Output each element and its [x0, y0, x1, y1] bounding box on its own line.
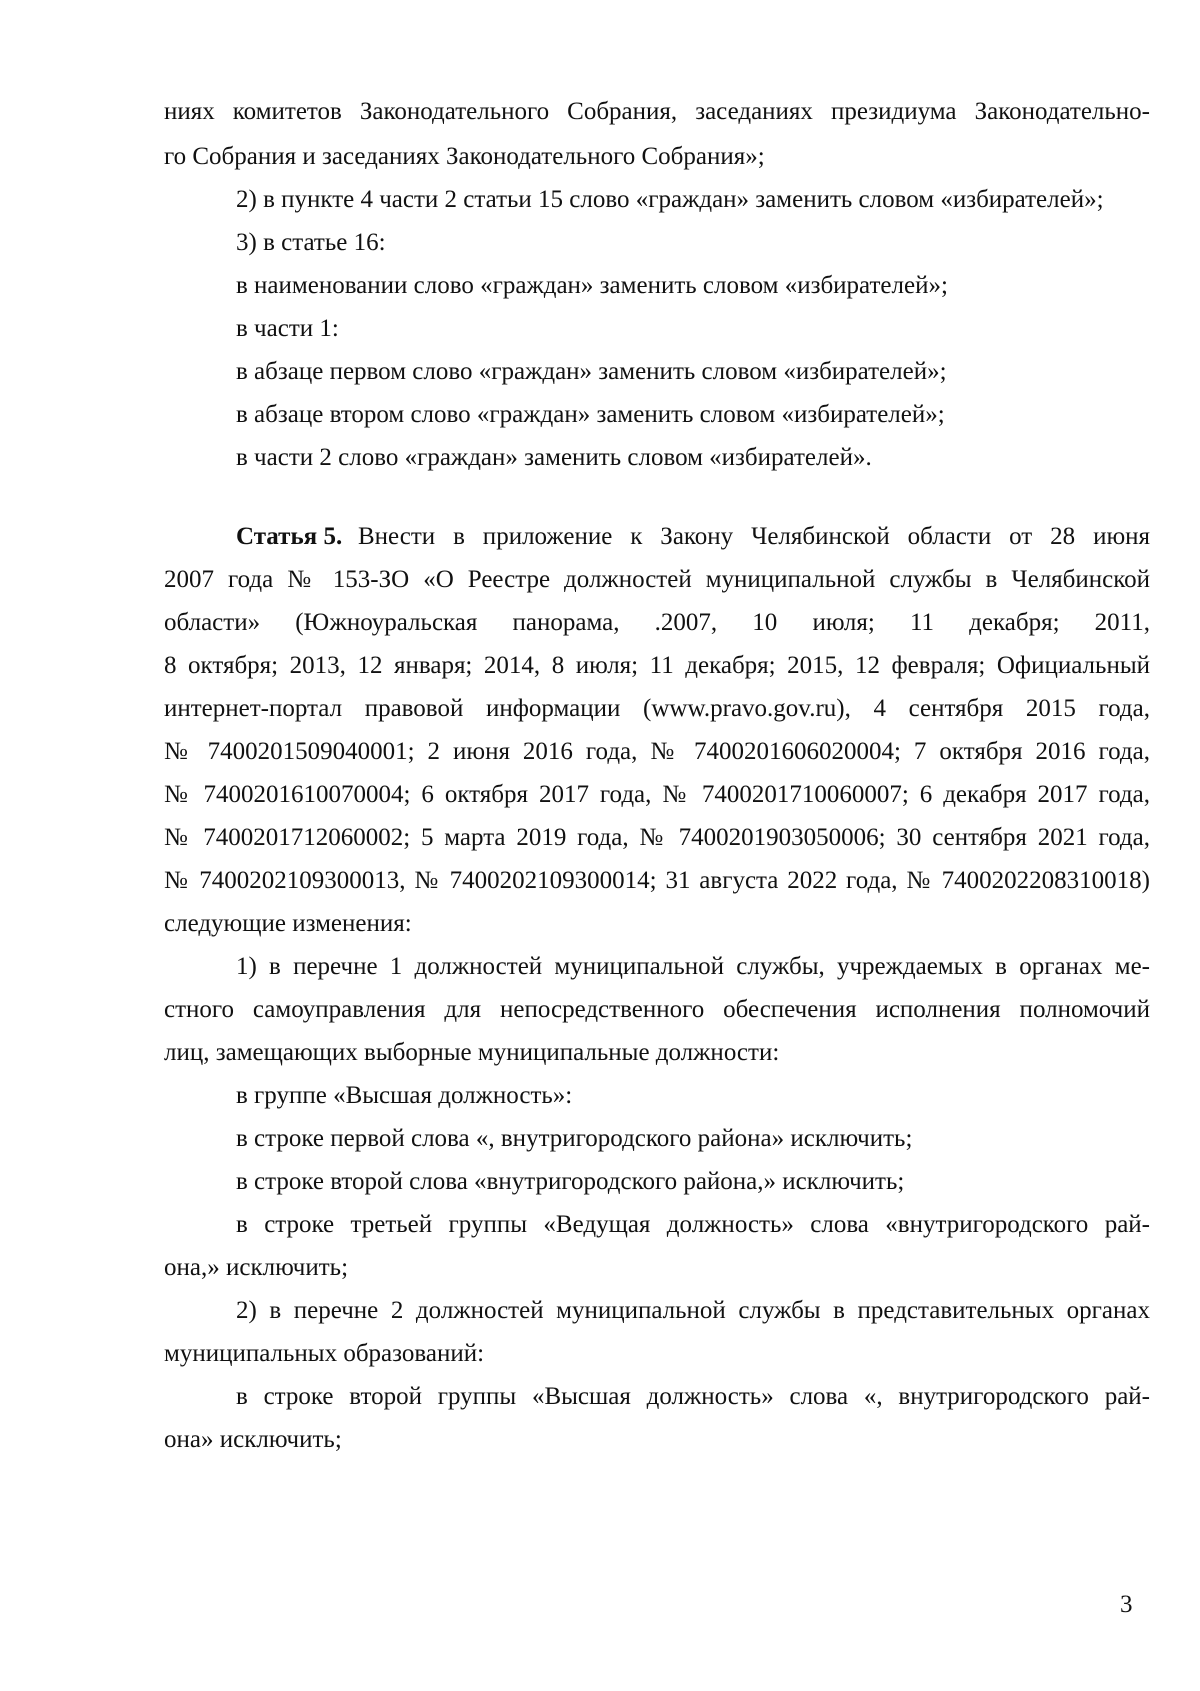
article-heading: Статья 5. — [236, 523, 343, 550]
text-line: 2) в перечне 2 должностей муниципальной службы в представительных органах — [236, 1297, 1150, 1324]
text-line: 2007 года № 153-ЗО «О Реестре должностей муниципальной службы в Челябинской — [164, 566, 1150, 593]
text-line: 1) в перечне 1 должностей муниципальной службы, учреждаемых в органах ме- — [236, 953, 1150, 980]
text-line: она» исключить; — [164, 1426, 342, 1453]
text-line: интернет-портал правовой информации (www.pravo.gov.ru), 4 сентября 2015 года, — [164, 695, 1150, 722]
text-line: в части 1: — [236, 315, 339, 342]
text-line: в абзаце первом слово «граждан» заменить словом «избирателей»; — [236, 358, 947, 385]
text-line: в группе «Высшая должность»: — [236, 1082, 573, 1109]
text-line: в строке первой слова «, внутригородского района» исключить; — [236, 1125, 913, 1152]
text-line: следующие изменения: — [164, 910, 412, 937]
text-line: муниципальных образований: — [164, 1340, 485, 1367]
text-line: Внести в приложение к Закону Челябинской области от 28 июня — [358, 523, 1150, 550]
text-line: в части 2 слово «граждан» заменить словом «избирателей». — [236, 444, 872, 471]
article-5-first-line — [236, 522, 1150, 552]
text-line: 2) в пункте 4 части 2 статьи 15 слово «граждан» заменить словом «избирателей»; — [236, 186, 1104, 213]
text-line: в строке второй слова «внутригородского района,» исключить; — [236, 1168, 905, 1195]
text-line: № 7400201712060002; 5 марта 2019 года, № 7400201903050006; 30 сентября 2021 года, — [164, 824, 1150, 851]
text-line: области» (Южноуральская панорама, .2007, 10 июля; 11 декабря; 2011, — [164, 609, 1150, 636]
text-line: в абзаце втором слово «граждан» заменить словом «избирателей»; — [236, 401, 945, 428]
page-number: 3 — [1120, 1591, 1133, 1618]
text-line: № 7400202109300013, № 7400202109300014; 31 августа 2022 года, № 7400202208310018) — [164, 867, 1150, 894]
text-line: 3) в статье 16: — [236, 229, 386, 256]
text-line: в наименовании слово «граждан» заменить словом «избирателей»; — [236, 272, 948, 299]
text-line: 8 октября; 2013, 12 января; 2014, 8 июля; 11 декабря; 2015, 12 февраля; Официальный — [164, 652, 1150, 679]
text-line: в строке третьей группы «Ведущая должность» слова «внутригородского рай- — [236, 1211, 1150, 1238]
text-line: № 7400201509040001; 2 июня 2016 года, № 7400201606020004; 7 октября 2016 года, — [164, 738, 1150, 765]
text-line: го Собрания и заседаниях Законодательного Собрания»; — [164, 143, 765, 170]
text-line: № 7400201610070004; 6 октября 2017 года, № 7400201710060007; 6 декабря 2017 года, — [164, 781, 1150, 808]
text-line: она,» исключить; — [164, 1254, 349, 1281]
text-line: стного самоуправления для непосредственного обеспечения исполнения полномочий — [164, 996, 1150, 1023]
text-line: лиц, замещающих выборные муниципальные должности: — [164, 1039, 780, 1066]
text-line: ниях комитетов Законодательного Собрания, заседаниях президиума Законодательно- — [164, 98, 1150, 125]
text-line: в строке второй группы «Высшая должность» слова «, внутригородского рай- — [236, 1383, 1150, 1410]
